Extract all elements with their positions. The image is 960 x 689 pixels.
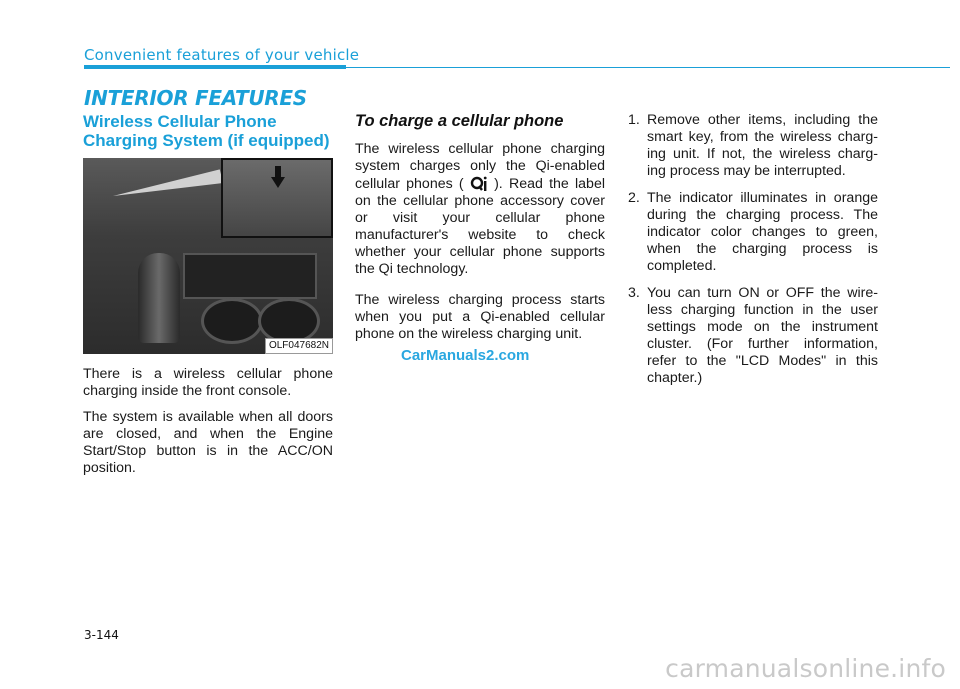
column-2 (355, 112, 605, 352)
list-item: 1. Remove other items, including the smart key, from the wireless charg-ing unit. If not, the wireless charg-ing process may be interrupted. (628, 112, 878, 179)
page-number: 3-144 (84, 628, 119, 642)
callout-wedge (113, 169, 223, 209)
list-item: 3. You can turn ON or OFF the wire-less charging function in the user settings mode on the instrument cluster. (For further information, refer to the "LCD Modes" in this chapter.) (628, 285, 878, 386)
arrow-down-icon (271, 166, 285, 190)
gear-shifter-illustration (138, 253, 180, 343)
procedure-heading: To charge a cellular phone (355, 112, 564, 130)
charging-pad-illustration (183, 253, 317, 299)
body-paragraph: The wireless charging process starts when you put a Qi-enabled cellular phone on the wireless charging unit. (355, 292, 605, 342)
chapter-title: INTERIOR FEATURES (84, 86, 307, 110)
cupholder-illustration (201, 298, 263, 344)
header-rule-thin (346, 67, 950, 68)
header-rule-thick (84, 65, 346, 69)
footer-watermark: carmanualsonline.info (665, 654, 946, 683)
subsection-heading: Wireless Cellular Phone Charging System (if equipped) (83, 112, 330, 150)
list-item: 2. The indicator illuminates in orange during the charging process. The indicator color changes to green, when the charging process is completed. (628, 190, 878, 274)
column-3 (628, 112, 878, 397)
console-figure (83, 158, 333, 354)
body-paragraph: There is a wireless cellular phone charging inside the front console. (83, 366, 333, 399)
figure-code: OLF047682N (265, 338, 333, 354)
body-paragraph: The wireless cellular phone charging system charges only the Qi-enabled cellular phones ( ). Read the label on the cellular phone accessory cover or visit your cellular phone manufacturer's website to check whether your cellular phone supports the Qi technology. (355, 141, 605, 277)
body-paragraph: The system is available when all doors are closed, and when the Engine Start/Stop button is in the ACC/ON position. (83, 409, 333, 476)
column-1 (83, 112, 333, 486)
steps-list (628, 112, 878, 387)
section-header: Convenient features of your vehicle (84, 46, 360, 64)
qi-logo-icon (470, 175, 488, 193)
watermark-link[interactable]: CarManuals2.com (401, 347, 530, 364)
figure-inset (221, 158, 333, 238)
